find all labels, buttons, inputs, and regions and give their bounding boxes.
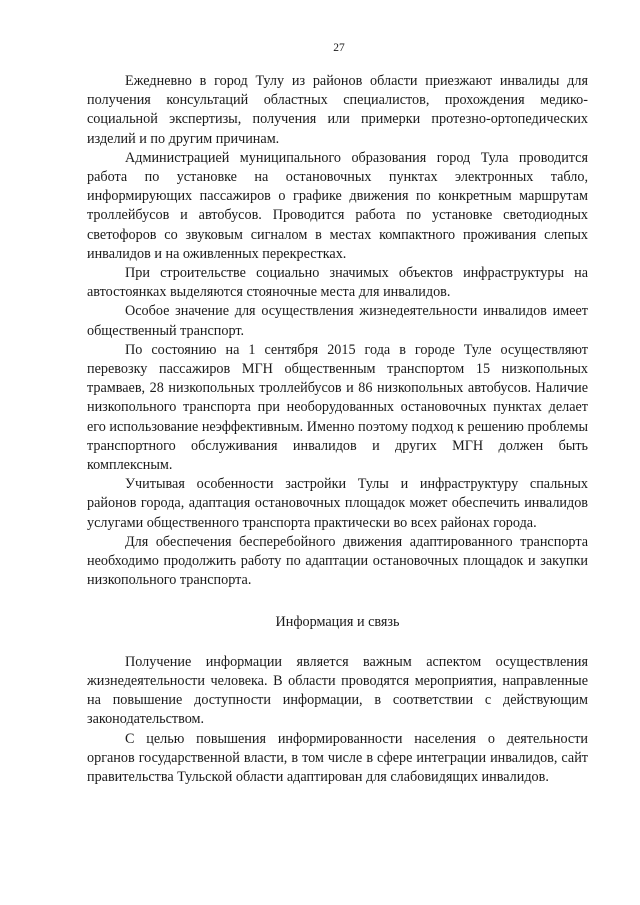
paragraph: Ежедневно в город Тулу из районов области приезжают инвалиды для получения консультаций областных специалистов, прохождения медико-социальной экспертизы, получения или примерки протезно-ортопедических изделий и по другим причинам. <box>87 73 588 147</box>
page-number: 27 <box>333 42 345 54</box>
paragraph: Администрацией муниципального образования город Тула проводится работа по установке на остановочных пунктах электронных табло, информирующих пассажиров о графике движения по конкретным маршрутам троллейбусов и автобусов. Проводится работа по установке светодиодных светофоров со звуковым сигналом в местах компактного проживания слепых инвалидов и на оживленных перекрестках. <box>87 149 588 262</box>
paragraph: С целью повышения информированности населения о деятельности органов государственной власти, в том числе в сфере интеграции инвалидов, сайт правительства Тульской области адаптирован для слабовидящих инвалидов. <box>87 730 588 785</box>
paragraph: Для обеспечения бесперебойного движения адаптированного транспорта необходимо продолжить работу по адаптации остановочных площадок и закупки низкопольного транспорта. <box>87 533 588 589</box>
paragraph: При строительстве социально значимых объектов инфраструктуры на автостоянках выделяются стояночные места для инвалидов. <box>87 265 588 301</box>
paragraph: Получение информации является важным аспектом осуществления жизнедеятельности человека. В области проводятся мероприятия, направленные на повышение доступности информации, в соответствии с действующим законодательством. <box>87 653 588 728</box>
paragraph: Учитывая особенности застройки Тулы и инфраструктуру спальных районов города, адаптация остановочных площадок может обеспечить инвалидов услугами общественного транспорта практически во всех районах города. <box>87 476 588 531</box>
section-heading: Информация и связь <box>275 614 400 631</box>
page-body <box>87 72 588 787</box>
paragraph: По состоянию на 1 сентября 2015 года в городе Туле осуществляют перевозку пассажиров МГН общественным транспортом 15 низкопольных трамваев, 28 низкопольных троллейбусов и 86 низкопольных автобусов. Наличие низкопольного транспорта при необорудованных остановочных пунктах делает его использование неэффективным. Именно поэтому подход к решению проблемы транспортного обслуживания инвалидов и других МГН должен быть комплексным. <box>87 341 588 474</box>
paragraph: Особое значение для осуществления жизнедеятельности инвалидов имеет общественный транспорт. <box>87 303 588 339</box>
